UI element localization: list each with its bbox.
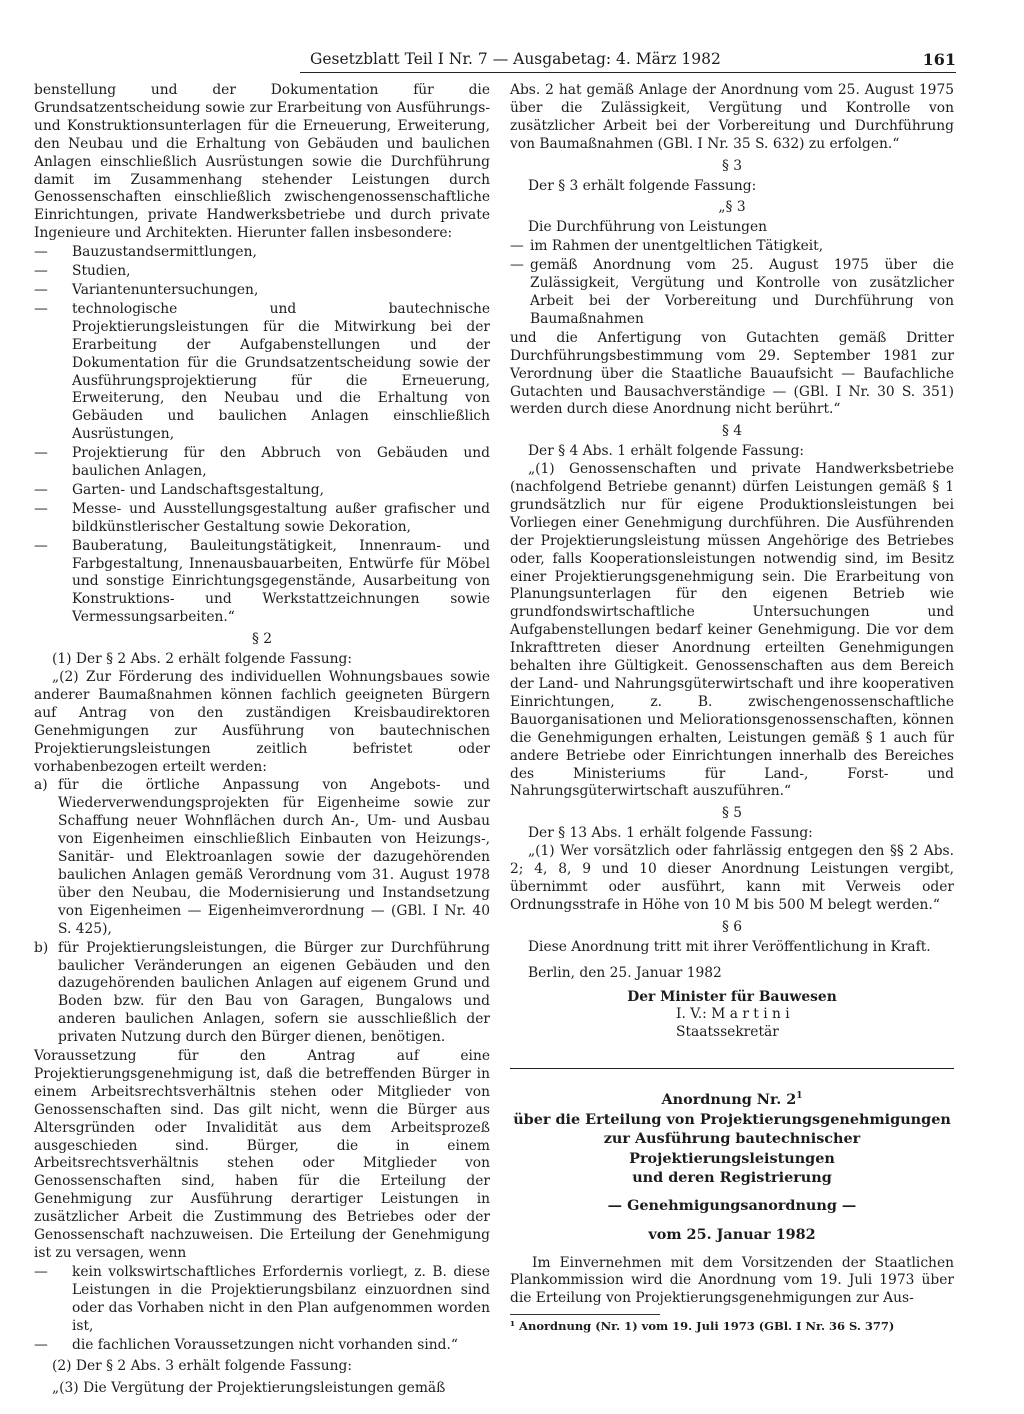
item-a-marker: a) [34, 777, 48, 794]
list-item-text: kein volkswirtschaftliches Erfordernis vorliegt, z. B. diese Leistungen in die Projektierungsbilanz einzuordnen sind oder das Vorhaben nicht in den Plan aufgenommen worden ist, [72, 1263, 490, 1334]
right-column [510, 82, 954, 1333]
s5-paragraph-1: Der § 13 Abs. 1 erhält folgende Fassung: [528, 825, 813, 842]
footnote: ¹ Anordnung (Nr. 1) vom 19. Juli 1973 (GBl. I Nr. 36 S. 377) [510, 1319, 895, 1334]
s3-paragraph-1: Der § 3 erhält folgende Fassung: [528, 177, 757, 194]
list-item-text: gemäß Anordnung vom 25. August 1975 über die Zulässigkeit, Vergütung und Kontrolle von zusätzlicher Arbeit bei der Vorbereitung und Durchführung von Baumaßnahmen [530, 257, 954, 327]
dash-marker: — [34, 263, 48, 280]
list-item [34, 244, 490, 262]
dash-marker: — [510, 257, 524, 274]
list-item [34, 1264, 490, 1336]
intro-paragraph: benstellung und der Dokumentation für die Grundsatzentscheidung sowie zur Erarbeitung von Ausführungs- und Konstruktionsunterlagen für die Erneuerung, Erweiterung, den Neubau und die Erhaltung von Gebäuden und baulichen Anlagen einschließlich Ausrüstungen sowie die Durchführung damit im Zusammenhang stehender Leistungen durch Genossenschaften einschließlich zwischengenossenschaftliche Einrichtungen, private Handwerksbetriebe und durch private Ingenieure und Architekten. Hierunter fallen insbesondere: [34, 82, 490, 242]
list-item [34, 301, 490, 444]
section-separator [510, 1068, 954, 1069]
list-item-text: technologische und bautechnische Projektierungsleistungen für die Mitwirkung bei der Erarbeitung der Aufgabenstellungen und der Dokumentation für die Grundsatzentscheidung sowie der Ausführungsprojektierung für die Erneuerung, Erweiterung, den Neubau und die Erhaltung von Gebäuden und baulichen Anlagen einschließlich Ausrüstungen, [72, 300, 490, 443]
dash-marker: — [510, 238, 524, 255]
ordinance-title-line-3: zur Ausführung bautechnischer Projektierungsleistungen [603, 1130, 861, 1167]
s2-paragraph-1: (1) Der § 2 Abs. 2 erhält folgende Fassung: [52, 651, 352, 668]
list-item-text: Variantenuntersuchungen, [72, 281, 259, 298]
list-item-text: Bauzustandsermittlungen, [72, 244, 257, 261]
ordinance-title-line-4: und deren Registrierung [632, 1169, 832, 1187]
place-date: Berlin, den 25. Januar 1982 [528, 964, 722, 981]
s6-paragraph-1: Diese Anordnung tritt mit ihrer Veröffentlichung in Kraft. [528, 938, 931, 955]
left-column [34, 82, 490, 1398]
list-item [34, 501, 490, 537]
list-item [34, 482, 490, 500]
list-item [34, 538, 490, 628]
dash-marker: — [34, 1336, 48, 1353]
page-number: 161 [922, 50, 956, 69]
signature-block [510, 989, 954, 1043]
section-heading-5: § 5 [721, 805, 743, 822]
list-item [510, 238, 954, 256]
ordinance-date: vom 25. Januar 1982 [648, 1226, 816, 1244]
section-heading-6: § 6 [721, 918, 743, 935]
list-item [34, 445, 490, 481]
s5-paragraph-2: „(1) Wer vorsätzlich oder fahrlässig entgegen den §§ 2 Abs. 2; 4, 8, 9 und 10 dieser Anordnung Leistungen vergibt, übernimmt oder ausführt, kann mit Verweis oder Ordnungsstrafe in Höhe von 10 M bis 500 M belegt werden.“ [510, 843, 954, 913]
continuation-paragraph: Abs. 2 hat gemäß Anlage der Anordnung vom 25. August 1975 über die Zulässigkeit, Vergütung und Kontrolle von zusätzlicher Arbeit bei der Vorbereitung und Durchführung von Baumaßnahmen (GBl. I Nr. 35 S. 632) zu erfolgen.“ [510, 82, 954, 152]
list-item-text: im Rahmen der unentgeltlichen Tätigkeit, [530, 238, 824, 255]
running-title: Gesetzblatt Teil I Nr. 7 — Ausgabetag: 4. März 1982 [310, 50, 721, 68]
s2-paragraph-3: (2) Der § 2 Abs. 3 erhält folgende Fassung: [52, 1358, 352, 1375]
item-b-marker: b) [34, 939, 49, 956]
item-a [34, 777, 490, 938]
list-item [34, 1337, 490, 1355]
list-item [34, 263, 490, 281]
list-item [510, 257, 954, 329]
item-b-text: für Projektierungsleistungen, die Bürger zur Durchführung baulicher Veränderungen an eigenen Gebäuden und den dazugehörenden baulichen Anlagen auf eigenem Grund und Boden bzw. für den Bau von Garagen, Bungalows und anderen baulichen Anlagen, sofern sie ausschließlich der privaten Nutzung durch den Bürger dienen, benötigen. [58, 939, 490, 1046]
ordinance-heading [510, 1087, 954, 1244]
activity-list [34, 244, 490, 627]
ordinance-title-line-2: über die Erteilung von Projektierungsgenehmigungen [513, 1110, 951, 1128]
dash-marker: — [34, 537, 48, 554]
ordinance-title [510, 1087, 954, 1109]
section-heading-4: § 4 [721, 423, 743, 440]
s4-paragraph-2: „(1) Genossenschaften und private Handwerksbetriebe (nachfolgend Betriebe genannt) dürfen Leistungen gemäß § 1 grundsätzlich nur für eigene Produktionsleistungen bei Vorliegen einer Genehmigung durchführen. Die Ausführenden der Projektierungsleistung müssen Angehörige des Betriebes oder, falls Kooperationsleistungen notwendig sind, im Besitz einer Projektierungsgenehmigung sein. Die Erarbeitung von Planungsunterlagen für den eigenen Betrieb wie grundfondswirtschaftliche Untersuchungen und Aufgabenstellungen bedarf keiner Genehmigung. Die vor dem Inkrafttreten dieser Anordnung erteilten Genehmigungen behalten ihre Gültigkeit. Genossenschaften aus dem Bereich der Land- und Nahrungsgüterwirtschaft und ihre kooperativen Einrichtungen, z. B. zwischengenossenschaftliche Bauorganisationen und Meliorationsgenossenschaften, können die Genehmigungen erhalten, Leistungen gemäß § 1 auch für andere Betriebe oder Einrichtungen innerhalb des Bereiches des Ministeriums für Land-, Forst- und Nahrungsgüterwirtschaft auszuführen.“ [510, 461, 954, 800]
footnote-ref: 1 [796, 1091, 803, 1102]
signature-name: I. V.: M a r t i n i [676, 1006, 790, 1023]
list-item [34, 282, 490, 300]
dash-marker: — [34, 281, 48, 298]
dash-marker: — [34, 1263, 48, 1280]
list-item-text: Messe- und Ausstellungsgestaltung außer grafischer und bildkünstlerischer Gestaltung sowie Dekoration, [72, 500, 490, 535]
dash-marker: — [34, 244, 48, 261]
voraussetzung-paragraph: Voraussetzung für den Antrag auf eine Projektierungsgenehmigung ist, daß die betreffenden Bürger in einem Arbeitsrechtsverhältnis stehen oder Mitglieder von Genossenschaften sind. Das gilt nicht, wenn die Bürger aus Altersgründen oder Invalidität aus dem Arbeitsprozeß ausgeschieden sind. Bürger, die in einem Arbeitsrechtsverhältnis stehen oder Mitglieder von Genossenschaften sind, haben für die Erteilung der Genehmigung zur Ausführung derartiger Leistungen in zusätzlicher Arbeit die Zustimmung des Betriebes oder der Genossenschaft nachzuweisen. Die Erteilung der Genehmigung ist zu versagen, wenn [34, 1048, 490, 1261]
quoted-section-heading-3: „§ 3 [718, 199, 746, 216]
signature-title: Staatssekretär [676, 1024, 779, 1041]
list-item-text: Bauberatung, Bauleitungstätigkeit, Innenraum- und Farbgestaltung, Innenausbauarbeiten, Entwürfe für Möbel und sonstige Einrichtungsgegenstände, Ausarbeitung von Konstruktions- und Werkstattzeichnungen sowie Vermessungsarbeiten.“ [72, 537, 490, 626]
s4-paragraph-1: Der § 4 Abs. 1 erhält folgende Fassung: [528, 443, 805, 460]
s3-paragraph-3: und die Anfertigung von Gutachten gemäß Dritter Durchführungsbestimmung vom 29. September 1981 zur Verordnung über die Staatliche Bauaufsicht — Baufachliche Gutachten und Bausachverständige — (GBl. I Nr. 30 S. 351) werden durch diese Anordnung nicht berührt.“ [510, 329, 954, 418]
dash-marker: — [34, 500, 48, 517]
list-item-text: die fachlichen Voraussetzungen nicht vorhanden sind.“ [72, 1336, 458, 1353]
dash-marker: — [34, 300, 48, 317]
item-b [34, 940, 490, 1047]
ordinance-intro: Im Einvernehmen mit dem Vorsitzenden der Staatlichen Plankommission wird die Anordnung vom 19. Juli 1973 über die Erteilung von Projektierungsgenehmigungen zur Aus- [510, 1254, 954, 1307]
section-heading-3: § 3 [721, 157, 743, 174]
ordinance-short-title: — Genehmigungsanordnung — [607, 1196, 857, 1214]
dash-marker: — [34, 445, 48, 462]
s3-paragraph-2: Die Durchführung von Leistungen [528, 219, 768, 236]
dash-marker: — [34, 481, 48, 498]
item-a-text: für die örtliche Anpassung von Angebots- und Wiederverwendungsprojekten für Eigenheime sowie zur Schaffung neuer Wohnflächen durch An-, Um- und Ausbau von Eigenheimen einschließlich Einbauten von Heizungs-, Sanitär- und Elektroanlagen sowie der dazugehörenden baulichen Anlagen gemäß Verordnung vom 31. August 1978 über den Neubau, die Modernisierung und Instandsetzung von Eigenheimen — Eigenheimverordnung — (GBl. I Nr. 40 S. 425), [58, 777, 490, 937]
s2-paragraph-4: „(3) Die Vergütung der Projektierungsleistungen gemäß [52, 1380, 446, 1397]
signature-organisation: Der Minister für Bauwesen [627, 988, 837, 1005]
list-item-text: Garten- und Landschaftsgestaltung, [72, 481, 325, 498]
header-rule [300, 72, 956, 73]
s3-list [510, 238, 954, 329]
list-item-text: Studien, [72, 263, 131, 280]
ordinance-title-text: Anordnung Nr. 2 [661, 1091, 797, 1109]
list-item-text: Projektierung für den Abbruch von Gebäuden und baulichen Anlagen, [72, 445, 490, 480]
page-header [300, 50, 956, 76]
section-heading-2: § 2 [251, 631, 273, 648]
footnote-rule [510, 1314, 660, 1315]
refusal-list [34, 1264, 490, 1355]
s2-paragraph-2: „(2) Zur Förderung des individuellen Wohnungsbaues sowie anderer Baumaßnahmen können fachlich geeigneten Bürgern auf Antrag von den zuständigen Kreisbaudirektoren Genehmigungen zur Ausführung von bautechnischen Projektierungsleistungen zeitlich befristet oder vorhabenbezogen erteilt werden: [34, 669, 490, 775]
